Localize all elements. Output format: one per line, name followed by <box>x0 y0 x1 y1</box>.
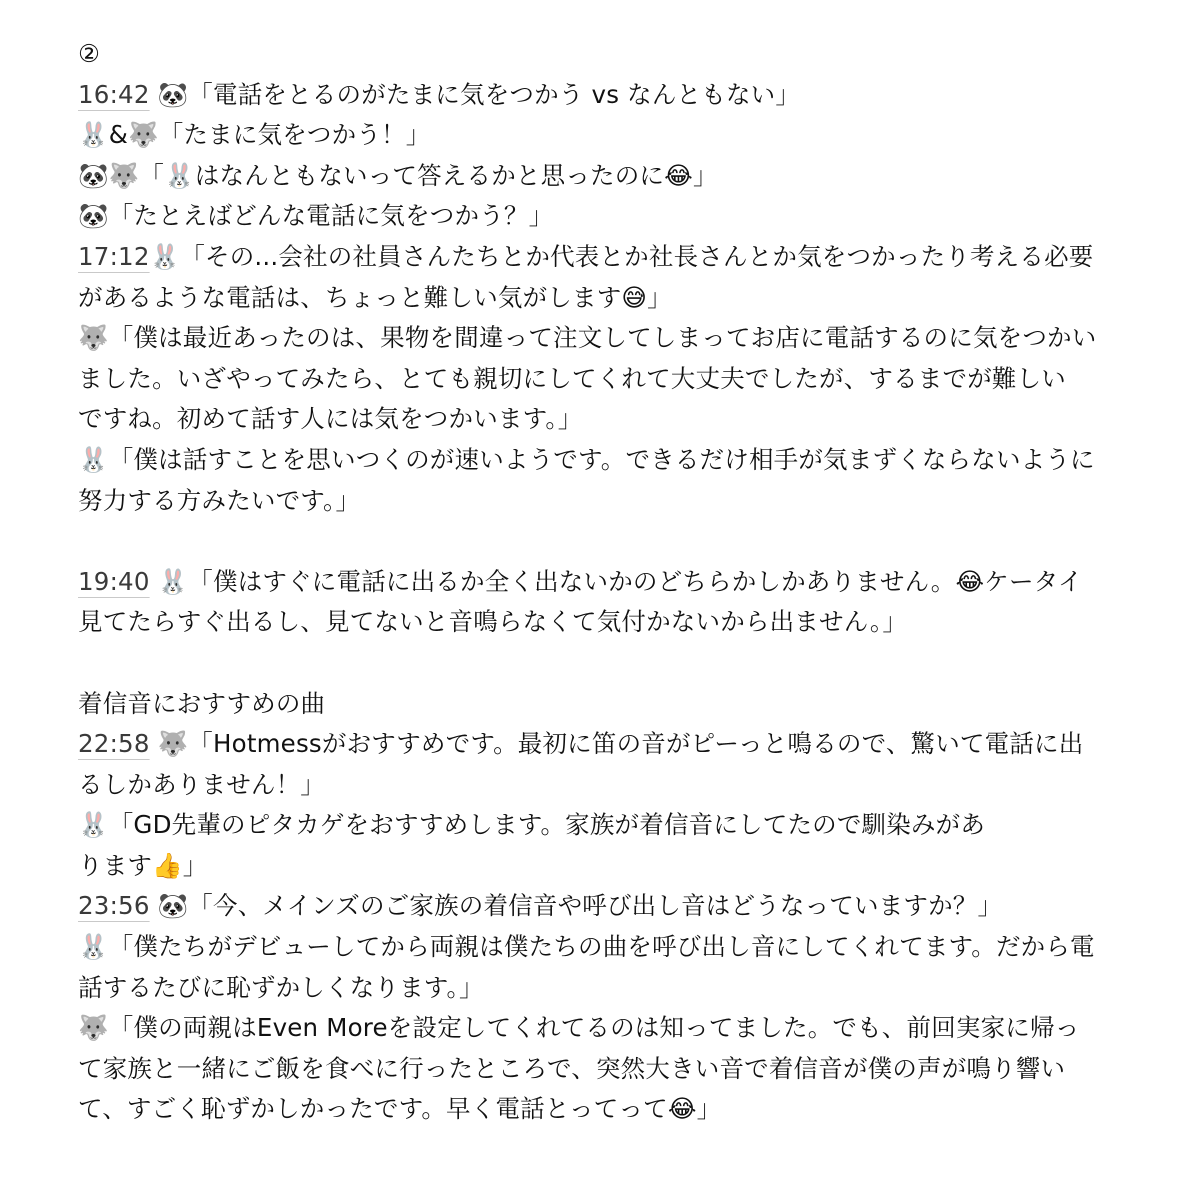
timestamp: 16:42 <box>78 79 150 109</box>
text-line <box>78 115 1138 156</box>
line-text: があるような電話は、ちょっと難しい気がします😅」 <box>78 282 672 312</box>
text-line <box>78 237 1138 278</box>
line-text: ります👍」 <box>78 850 208 880</box>
text-line <box>78 1049 1138 1090</box>
line-text: ですね。初めて話す人には気をつかいます。」 <box>78 404 583 434</box>
line-text: 🐰&🐺「たまに気をつかう！」 <box>78 120 431 150</box>
text-line <box>78 724 1138 765</box>
text-line <box>78 886 1138 927</box>
blank-line <box>78 643 1138 684</box>
text-line <box>78 968 1138 1009</box>
text-line <box>78 278 1138 319</box>
line-text: て、すごく恥ずかしかったです。早く電話とってって😂」 <box>78 1094 722 1124</box>
blank-line <box>78 521 1138 562</box>
text-line <box>78 765 1138 806</box>
timestamp: 22:58 <box>78 729 150 759</box>
text-line <box>78 481 1138 522</box>
line-text: るしかありません！」 <box>78 769 325 799</box>
line-text: 🐼「電話をとるのがたまに気をつかう vs なんともない」 <box>149 79 801 109</box>
line-text: 着信音におすすめの曲 <box>78 688 326 718</box>
line-text: 努力する方みたいです。」 <box>78 485 361 515</box>
text-line <box>78 684 1138 725</box>
line-text: 🐺「Hotmessがおすすめです。最初に笛の音がピーっと鳴るので、驚いて電話に出 <box>149 729 1084 759</box>
text-line <box>78 1089 1138 1130</box>
text-line <box>78 318 1138 359</box>
line-text: 🐼「今、メインズのご家族の着信音や呼び出し音はどうなっていますか？」 <box>149 891 1003 921</box>
line-text: 🐰「その...会社の社員さんたちとか代表とか社長さんとか気をつかったり考える必要 <box>149 241 1094 271</box>
text-line <box>78 399 1138 440</box>
line-text: 🐼「たとえばどんな電話に気をつかう？」 <box>78 201 554 231</box>
text-line <box>78 562 1138 603</box>
document-body <box>78 34 1138 1130</box>
text-line <box>78 440 1138 481</box>
line-text: 🐺「僕の両親はEven Moreを設定してくれてるのは知ってました。でも、前回実家に帰っ <box>78 1013 1080 1043</box>
line-text: 見てたらすぐ出るし、見てないと音鳴らなくて気付かないから出ません。」 <box>78 607 908 637</box>
timestamp: 19:40 <box>78 566 150 596</box>
timestamp: 17:12 <box>78 241 150 271</box>
text-line <box>78 196 1138 237</box>
line-text: ました。いざやってみたら、とても親切にしてくれて大丈夫でしたが、するまでが難しい <box>78 363 1066 393</box>
text-line <box>78 34 1138 75</box>
line-text: 🐺「僕は最近あったのは、果物を間違って注文してしまってお店に電話するのに気をつかい <box>78 323 1097 353</box>
line-text: て家族と一緒にご飯を食べに行ったところで、突然大きい音で着信音が僕の声が鳴り響い <box>78 1053 1066 1083</box>
line-text: 🐰「GD先輩のピタカゲをおすすめします。家族が着信音にしてたので馴染みがあ <box>78 810 986 840</box>
text-line <box>78 805 1138 846</box>
line-text: 🐼🐺「🐰はなんともないって答えるかと思ったのに😂」 <box>78 160 718 190</box>
text-line <box>78 927 1138 968</box>
line-text: 🐰「僕は話すことを思いつくのが速いようです。できるだけ相手が気まずくならないように <box>78 444 1095 474</box>
timestamp: 23:56 <box>78 891 150 921</box>
text-line <box>78 602 1138 643</box>
line-text: 話するたびに恥ずかしくなります。」 <box>78 972 484 1002</box>
line-text: 🐰「僕はすぐに電話に出るか全く出ないかのどちらかしかありません。😂ケータイ <box>149 566 1083 596</box>
text-line <box>78 1008 1138 1049</box>
text-line <box>78 156 1138 197</box>
text-line <box>78 846 1138 887</box>
text-line <box>78 75 1138 116</box>
line-text: 🐰「僕たちがデビューしてから両親は僕たちの曲を呼び出し音にしてくれてます。だから電 <box>78 932 1095 962</box>
text-line <box>78 359 1138 400</box>
line-text: ② <box>78 39 101 68</box>
